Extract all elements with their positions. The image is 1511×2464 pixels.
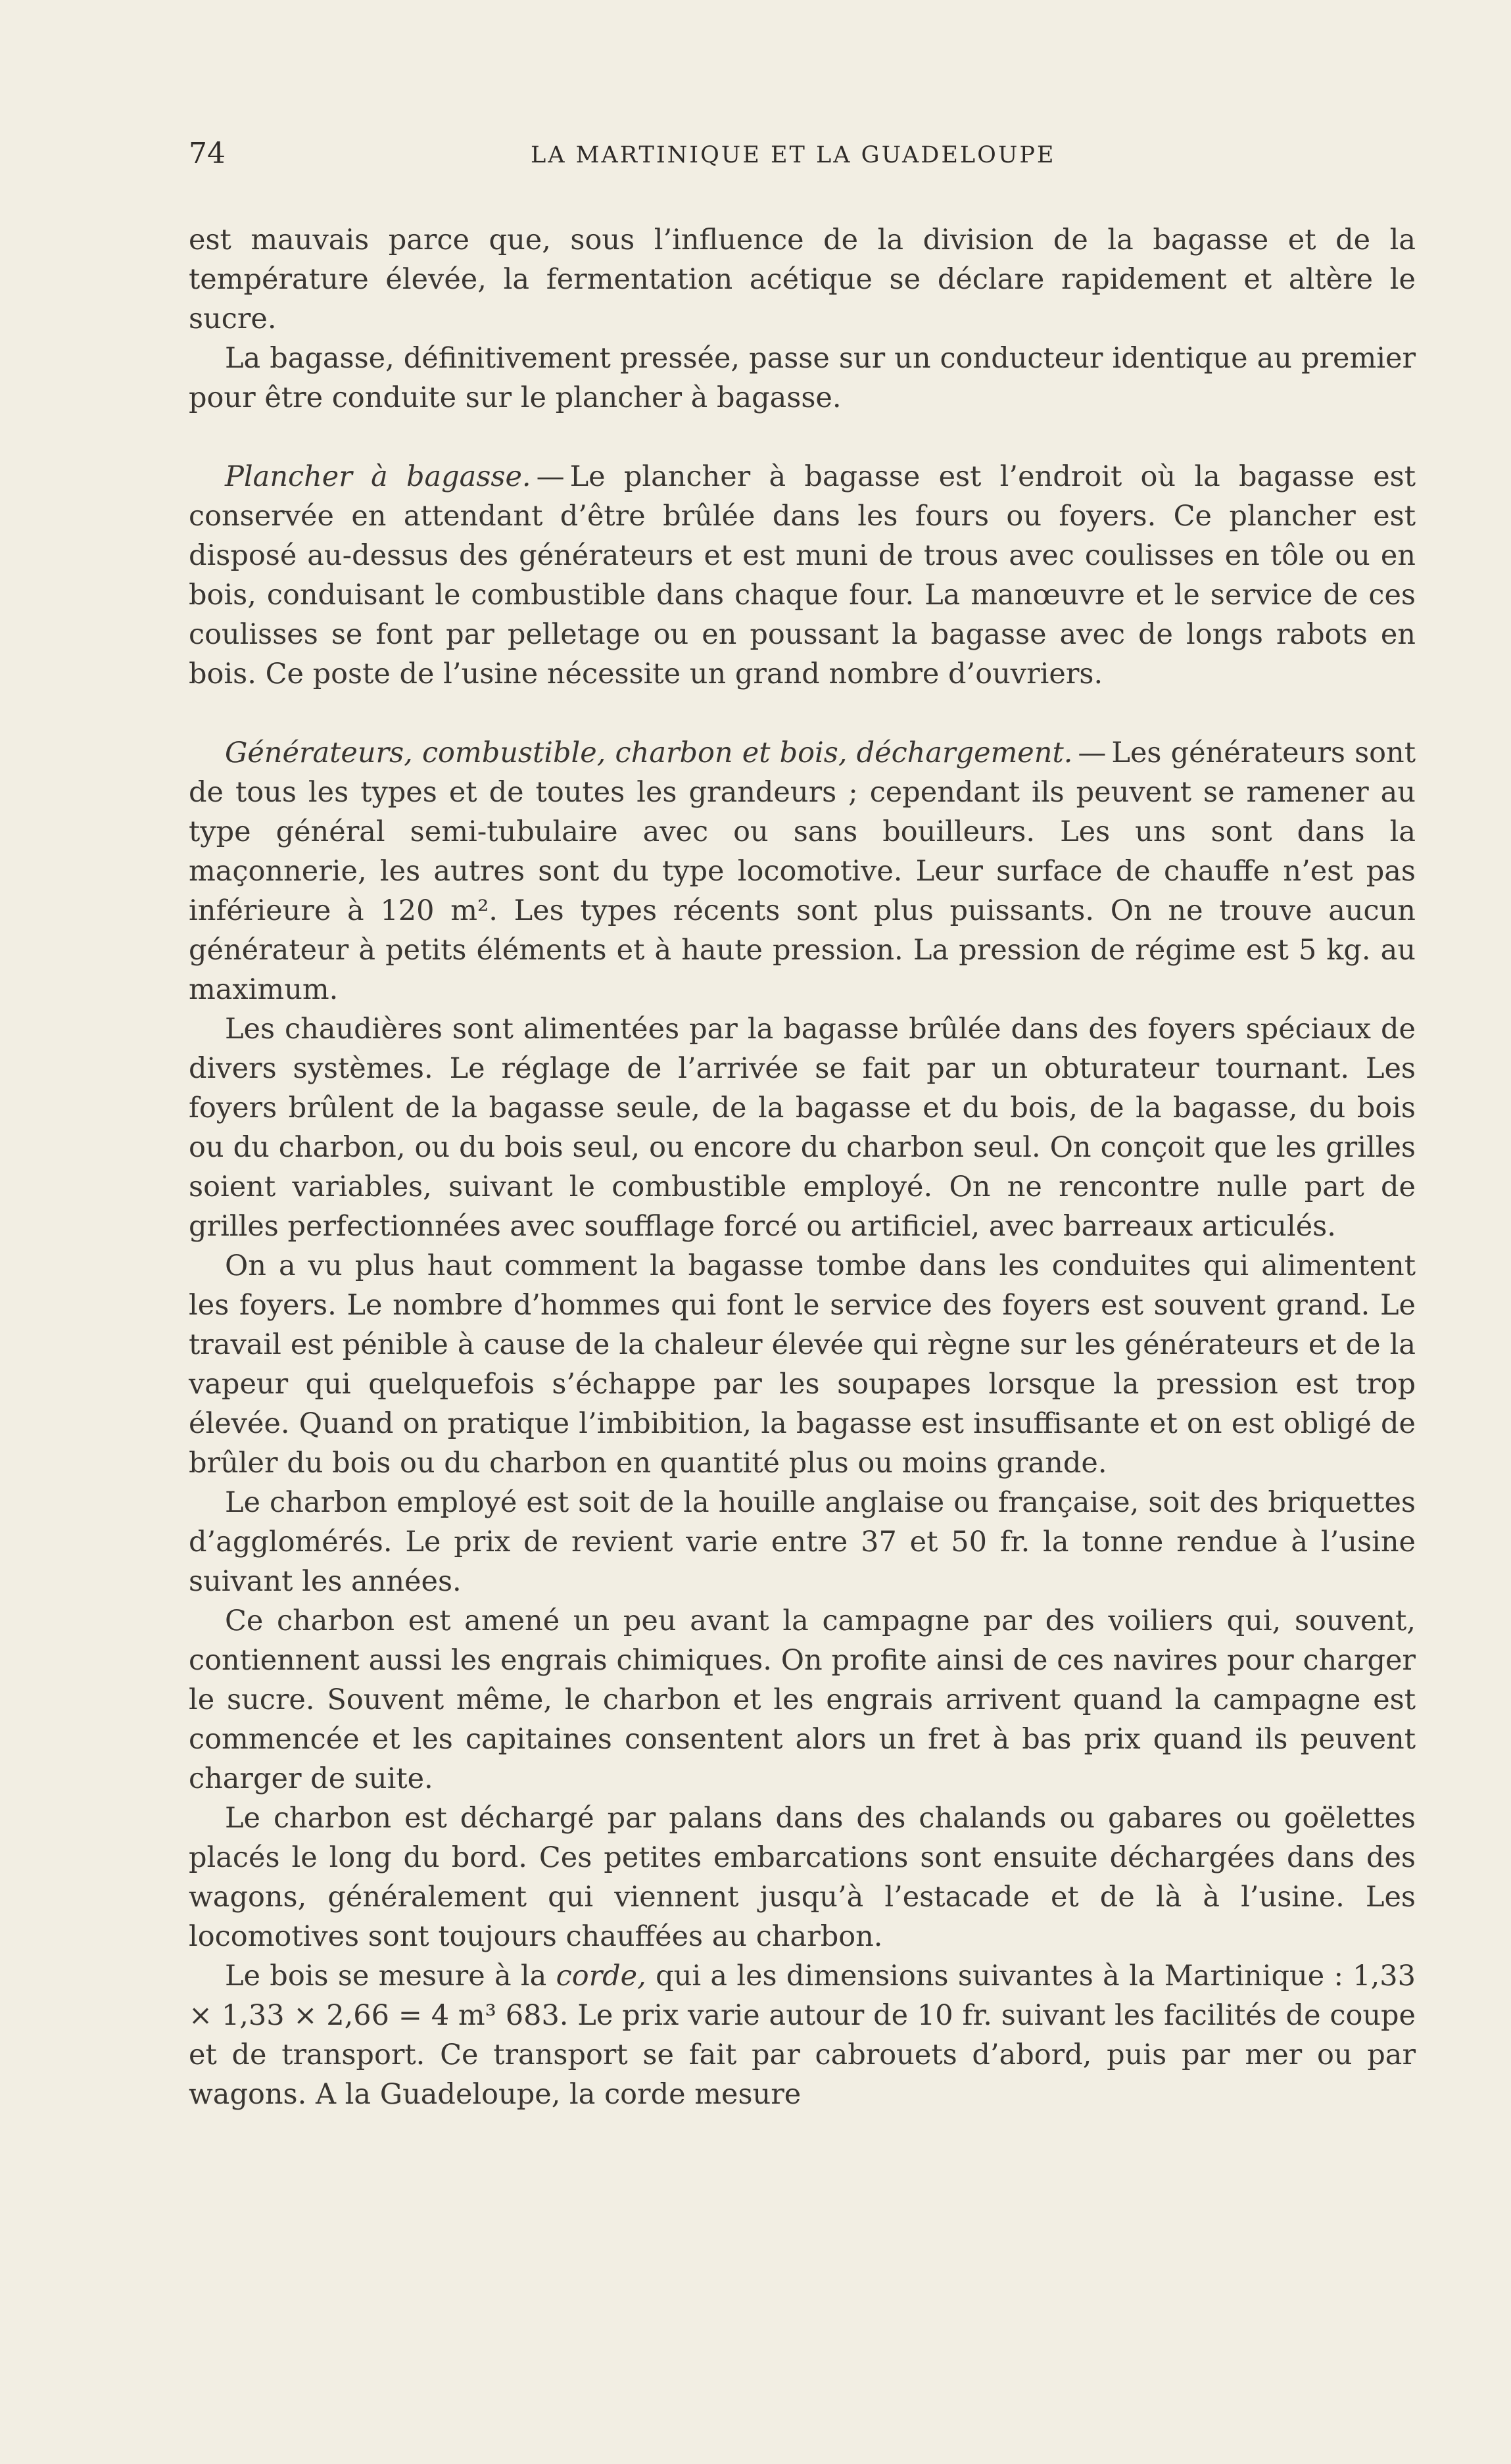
heading-dash: — — [1078, 737, 1107, 769]
plancher-text: Le plancher à bagasse est l’endroit où la bagasse est conservée en attendant d’être brûlée dans les fours ou foyers. Ce plancher est disposé au-dessus des générateurs et est muni de trous avec coulisses en tôle ou en bois, conduisant le combustible dans chaque four. La manœuvre et le service de ces coulisses se font par pelletage ou en poussant la bagasse avec de longs rabots en bois. Ce poste de l’usine nécessite un grand nombre d’ouvriers. — [189, 460, 1416, 690]
paragraph-foyers: On a vu plus haut comment la bagasse tombe dans les conduites qui alimentent les foyers. Le nombre d’hommes qui font le service des foyers est souvent grand. Le travail est pénible à cause de la chaleur élevée qui règne sur les générateurs et de la vapeur qui quelquefois s’échappe par les soupapes lorsque la pression est trop élevée. Quand on pratique l’imbibition, la bagasse est insuffisante et on est obligé de brûler du bois ou du charbon en quantité plus ou moins grande. — [189, 1249, 1416, 1480]
section-heading-generateurs: Générateurs, combustible, charbon et bois, déchargement. — [225, 737, 1073, 769]
page-number: 74 — [189, 137, 226, 170]
paragraph-voiliers: Ce charbon est amené un peu avant la campagne par des voiliers qui, souvent, contiennent aussi les engrais chimiques. On profite ainsi de ces navires pour charger le sucre. Souvent même, le charbon et les engrais arrivent quand la campagne est commencée et les capitaines consentent alors un fret à bas prix quand ils peuvent charger de suite. — [189, 1605, 1416, 1795]
section-plancher — [189, 457, 1416, 694]
paragraph-generateurs — [189, 733, 1416, 1009]
running-title: LA MARTINIQUE ET LA GUADELOUPE — [531, 142, 1056, 168]
bois-text-b: qui a les dimensions suivantes à la Martinique : 1,33 × 1,33 × 2,66 = 4 m³ 683. Le prix varie autour de 10 fr. suivant les facilités de coupe et de transport. Ce transport se fait par cabrouets d’abord, puis par mer ou par wagons. A la Guadeloupe, la corde mesure — [189, 1960, 1416, 2111]
paragraph-chaudieres: Les chaudières sont alimentées par la bagasse brûlée dans des foyers spéciaux de divers systèmes. Le réglage de l’arrivée se fait par un obturateur tournant. Les foyers brûlent de la bagasse seule, de la bagasse et du bois, de la bagasse, du bois ou du charbon, ou du bois seul, ou encore du charbon seul. On conçoit que les grilles soient variables, suivant le combustible employé. On ne rencontre nulle part de grilles perfectionnées avec soufflage forcé ou artificiel, avec barreaux articulés. — [189, 1013, 1416, 1243]
generateurs-text: Les générateurs sont de tous les types et de toutes les grandeurs ; cependant ils peuvent se ramener au type général semi-tubulaire avec ou sans bouilleurs. Les uns sont dans la maçonnerie, les autres sont du type locomotive. Leur surface de chauffe n’est pas inférieure à 120 m². Les types récents sont plus puissants. On ne trouve aucun générateur à petits éléments et à haute pression. La pression de régime est 5 kg. au maximum. — [189, 737, 1416, 1006]
paragraph-plancher — [189, 457, 1416, 694]
paragraph-bois — [189, 1956, 1416, 2114]
section-heading-plancher: Plancher à bagasse. — [225, 460, 531, 493]
bois-text-em: corde, — [556, 1960, 646, 1993]
paragraph-dechargement: Le charbon est déchargé par palans dans des chalands ou gabares ou goëlettes placés le long du bord. Ces petites embarcations sont ensuite déchargées dans des wagons, généralement qui viennent jusqu’à l’estacade et de là à l’usine. Les locomotives sont toujours chauffées au charbon. — [189, 1802, 1416, 1953]
page-header — [189, 137, 1416, 176]
paragraph-charbon: Le charbon employé est soit de la houille anglaise ou française, soit des briquettes d’agglomérés. Le prix de revient varie entre 37 et 50 fr. la tonne rendue à l’usine suivant les années. — [189, 1486, 1416, 1598]
paragraph-bagasse-pressee: La bagasse, définitivement pressée, passe sur un conducteur identique au premier pour être conduite sur le plancher à bagasse. — [189, 342, 1416, 414]
bois-text-a: Le bois se mesure à la — [225, 1960, 547, 1993]
paragraph-continuation: est mauvais parce que, sous l’influence de la division de la bagasse et de la température élevée, la fermentation acétique se déclare rapidement et altère le sucre. — [189, 224, 1416, 335]
body-text — [189, 220, 1416, 2114]
heading-dash: — — [536, 460, 565, 493]
section-generateurs — [189, 733, 1416, 2114]
